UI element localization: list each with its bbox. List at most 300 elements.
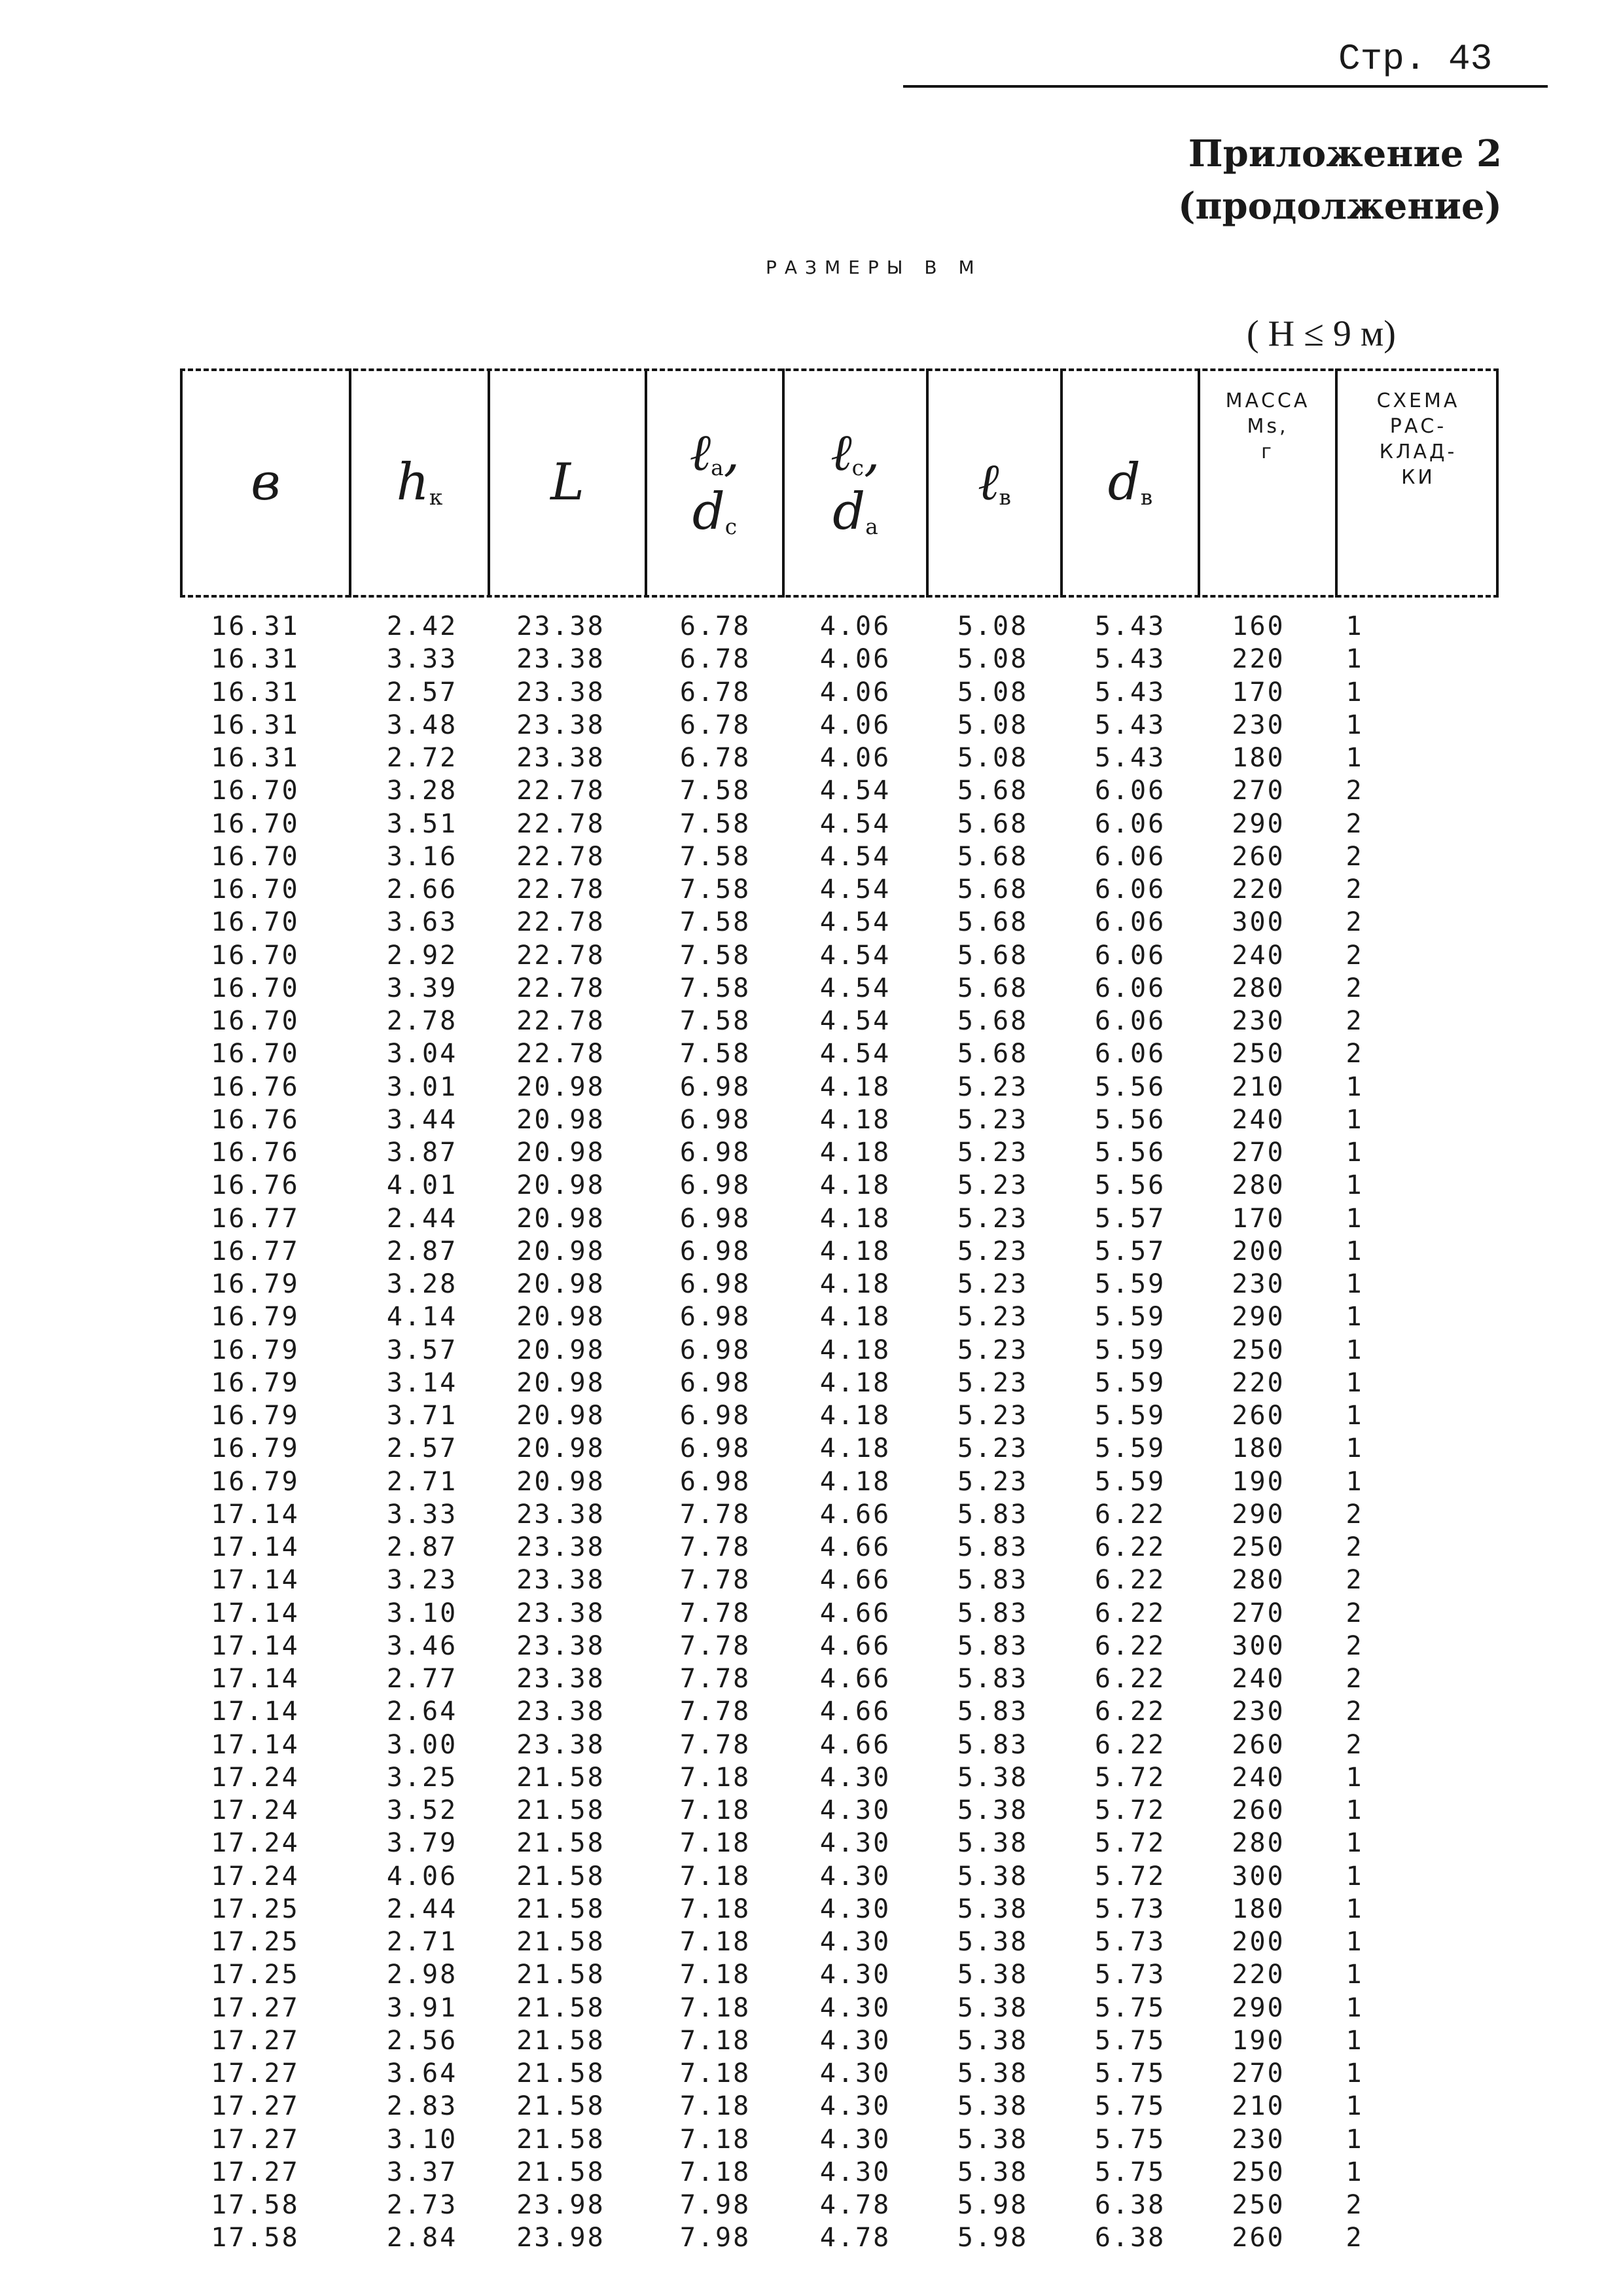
table-cell: 2.77 bbox=[386, 1664, 458, 1694]
table-cell: 1 bbox=[1346, 611, 1364, 641]
table-cell: 16.79 bbox=[211, 1401, 300, 1431]
table-cell: 4.18 bbox=[819, 1071, 891, 1102]
table-cell: 16.70 bbox=[211, 1006, 300, 1036]
table-row bbox=[180, 906, 1499, 939]
table-cell: 5.23 bbox=[957, 1466, 1029, 1497]
table-cell: 5.23 bbox=[957, 1203, 1029, 1234]
table-cell: 23.38 bbox=[516, 677, 605, 708]
table-cell: 7.78 bbox=[679, 1598, 751, 1628]
table-row bbox=[180, 676, 1499, 709]
table-row bbox=[180, 2090, 1499, 2123]
table-cell: 5.23 bbox=[957, 1269, 1029, 1299]
table-cell: 7.58 bbox=[679, 841, 751, 872]
table-cell: 23.38 bbox=[516, 1664, 605, 1694]
table-row bbox=[180, 1334, 1499, 1367]
column-header-symbol: $d_в$ bbox=[1107, 453, 1153, 512]
table-cell: 4.54 bbox=[819, 808, 891, 839]
table-cell: 2.78 bbox=[386, 1006, 458, 1036]
table-cell: 5.43 bbox=[1094, 677, 1166, 708]
table-cell: 1 bbox=[1346, 2091, 1364, 2122]
table-cell: 6.98 bbox=[679, 1302, 751, 1333]
table-cell: 5.23 bbox=[957, 1170, 1029, 1201]
table-cell: 17.27 bbox=[211, 1992, 300, 2023]
table-cell: 17.25 bbox=[211, 1960, 300, 1990]
table-cell: 7.18 bbox=[679, 1795, 751, 1825]
table-cell: 5.23 bbox=[957, 1335, 1029, 1365]
table-cell: 22.78 bbox=[516, 907, 605, 938]
table-cell: 220 bbox=[1232, 1367, 1285, 1398]
table-cell: 5.38 bbox=[957, 2091, 1029, 2122]
table-cell: 220 bbox=[1232, 1960, 1285, 1990]
table-cell: 4.18 bbox=[819, 1170, 891, 1201]
table-cell: 5.59 bbox=[1094, 1433, 1166, 1464]
column-header-text: г bbox=[1261, 440, 1274, 463]
table-cell: 7.18 bbox=[679, 1828, 751, 1859]
table-cell: 2.71 bbox=[386, 1466, 458, 1497]
table-cell: 240 bbox=[1232, 1762, 1285, 1793]
table-cell: 5.38 bbox=[957, 2025, 1029, 2056]
table-cell: 2.83 bbox=[386, 2091, 458, 2122]
table-cell: 4.66 bbox=[819, 1630, 891, 1661]
table-cell: 5.68 bbox=[957, 1006, 1029, 1036]
table-cell: 4.18 bbox=[819, 1466, 891, 1497]
table-cell: 5.43 bbox=[1094, 709, 1166, 740]
table-cell: 260 bbox=[1232, 841, 1285, 872]
table-cell: 240 bbox=[1232, 940, 1285, 971]
table-cell: 3.46 bbox=[386, 1630, 458, 1661]
table-cell: 230 bbox=[1232, 2124, 1285, 2155]
table-cell: 17.14 bbox=[211, 1499, 300, 1530]
table-cell: 4.18 bbox=[819, 1236, 891, 1266]
table-cell: 4.06 bbox=[819, 709, 891, 740]
table-cell: 6.98 bbox=[679, 1466, 751, 1497]
table-cell: 3.23 bbox=[386, 1565, 458, 1596]
table-cell: 22.78 bbox=[516, 1039, 605, 1069]
table-row bbox=[180, 2123, 1499, 2156]
table-cell: 20.98 bbox=[516, 1203, 605, 1234]
table-row bbox=[180, 1893, 1499, 1926]
table-cell: 5.23 bbox=[957, 1367, 1029, 1398]
table-cell: 5.38 bbox=[957, 1992, 1029, 2023]
table-cell: 4.06 bbox=[819, 611, 891, 641]
table-cell: 5.08 bbox=[957, 709, 1029, 740]
table-cell: 22.78 bbox=[516, 874, 605, 905]
table-cell: 3.64 bbox=[386, 2058, 458, 2089]
column-header-symbol: ℓ$_a$, bbox=[689, 423, 740, 483]
column-header-symbol: $h_к$ bbox=[396, 453, 443, 512]
table-cell: 6.06 bbox=[1094, 940, 1166, 971]
table-cell: 16.79 bbox=[211, 1433, 300, 1464]
table-cell: 1 bbox=[1346, 1401, 1364, 1431]
table-row bbox=[180, 1169, 1499, 1202]
table-cell: 7.18 bbox=[679, 2124, 751, 2155]
table-cell: 1 bbox=[1346, 1071, 1364, 1102]
table-cell: 4.66 bbox=[819, 1696, 891, 1727]
table-cell: 20.98 bbox=[516, 1466, 605, 1497]
table-cell: 3.71 bbox=[386, 1401, 458, 1431]
table-cell: 5.23 bbox=[957, 1236, 1029, 1266]
table-cell: 21.58 bbox=[516, 2058, 605, 2089]
table-cell: 5.08 bbox=[957, 743, 1029, 773]
table-cell: 4.54 bbox=[819, 973, 891, 1003]
table-cell: 1 bbox=[1346, 709, 1364, 740]
table-cell: 16.79 bbox=[211, 1335, 300, 1365]
table-row bbox=[180, 2156, 1499, 2189]
table-cell: 5.23 bbox=[957, 1138, 1029, 1168]
table-cell: 17.27 bbox=[211, 2124, 300, 2155]
table-cell: 1 bbox=[1346, 1269, 1364, 1299]
table-cell: 280 bbox=[1232, 973, 1285, 1003]
table-cell: 5.73 bbox=[1094, 1960, 1166, 1990]
table-cell: 17.25 bbox=[211, 1893, 300, 1924]
table-cell: 23.38 bbox=[516, 1729, 605, 1760]
table-cell: 1 bbox=[1346, 644, 1364, 675]
table-cell: 21.58 bbox=[516, 1960, 605, 1990]
table-cell: 250 bbox=[1232, 2157, 1285, 2187]
table-cell: 2 bbox=[1346, 1630, 1364, 1661]
table-cell: 2 bbox=[1346, 841, 1364, 872]
table-cell: 16.76 bbox=[211, 1138, 300, 1168]
table-cell: 5.75 bbox=[1094, 2058, 1166, 2089]
table-cell: 5.68 bbox=[957, 907, 1029, 938]
table-cell: 280 bbox=[1232, 1828, 1285, 1859]
table-cell: 6.06 bbox=[1094, 776, 1166, 806]
table-cell: 17.27 bbox=[211, 2025, 300, 2056]
table-cell: 180 bbox=[1232, 743, 1285, 773]
table-cell: 4.54 bbox=[819, 940, 891, 971]
table-cell: 2.44 bbox=[386, 1203, 458, 1234]
column-header-text: Мs, bbox=[1247, 415, 1289, 438]
table-cell: 7.58 bbox=[679, 973, 751, 1003]
column-header-symbol: L bbox=[550, 453, 584, 512]
table-cell: 200 bbox=[1232, 1236, 1285, 1266]
table-cell: 22.78 bbox=[516, 808, 605, 839]
table-cell: 5.75 bbox=[1094, 1992, 1166, 2023]
table-cell: 6.78 bbox=[679, 644, 751, 675]
table-cell: 16.31 bbox=[211, 611, 300, 641]
table-cell: 20.98 bbox=[516, 1138, 605, 1168]
table-cell: 220 bbox=[1232, 644, 1285, 675]
table-cell: 2.71 bbox=[386, 1927, 458, 1957]
table-cell: 3.63 bbox=[386, 907, 458, 938]
table-cell: 7.58 bbox=[679, 808, 751, 839]
table-row bbox=[180, 1958, 1499, 1991]
table-row bbox=[180, 709, 1499, 742]
table-cell: 3.33 bbox=[386, 644, 458, 675]
table-cell: 4.18 bbox=[819, 1203, 891, 1234]
table-cell: 6.22 bbox=[1094, 1532, 1166, 1562]
table-cell: 2 bbox=[1346, 973, 1364, 1003]
column-header-text: КЛАД- bbox=[1379, 440, 1457, 463]
table-cell: 7.18 bbox=[679, 2091, 751, 2122]
table-cell: 6.06 bbox=[1094, 1039, 1166, 1069]
page-number: Стр. 43 bbox=[1338, 38, 1493, 80]
table-cell: 6.22 bbox=[1094, 1598, 1166, 1628]
table-cell: 5.75 bbox=[1094, 2124, 1166, 2155]
table-cell: 2 bbox=[1346, 1729, 1364, 1760]
column-header-8 bbox=[1200, 368, 1335, 598]
table-cell: 5.83 bbox=[957, 1598, 1029, 1628]
table-cell: 5.38 bbox=[957, 2157, 1029, 2187]
table-cell: 2 bbox=[1346, 2223, 1364, 2253]
table-cell: 2.66 bbox=[386, 874, 458, 905]
table-cell: 4.18 bbox=[819, 1138, 891, 1168]
table-cell: 2.98 bbox=[386, 1960, 458, 1990]
table-cell: 2.57 bbox=[386, 1433, 458, 1464]
table-cell: 5.98 bbox=[957, 2190, 1029, 2220]
table-row bbox=[180, 1399, 1499, 1432]
table-cell: 5.38 bbox=[957, 1927, 1029, 1957]
table-cell: 230 bbox=[1232, 1006, 1285, 1036]
column-header-6 bbox=[929, 368, 1060, 598]
table-cell: 17.14 bbox=[211, 1630, 300, 1661]
table-cell: 6.98 bbox=[679, 1401, 751, 1431]
table-row bbox=[180, 972, 1499, 1005]
table-cell: 23.98 bbox=[516, 2190, 605, 2220]
table-cell: 5.83 bbox=[957, 1499, 1029, 1530]
table-cell: 3.37 bbox=[386, 2157, 458, 2187]
table-cell: 21.58 bbox=[516, 1828, 605, 1859]
table-cell: 16.76 bbox=[211, 1170, 300, 1201]
table-cell: 6.98 bbox=[679, 1138, 751, 1168]
table-cell: 3.01 bbox=[386, 1071, 458, 1102]
table-row bbox=[180, 1202, 1499, 1235]
table-cell: 250 bbox=[1232, 1335, 1285, 1365]
table-cell: 4.30 bbox=[819, 1960, 891, 1990]
table-cell: 21.58 bbox=[516, 1893, 605, 1924]
table-cell: 3.44 bbox=[386, 1104, 458, 1135]
table-cell: 4.54 bbox=[819, 874, 891, 905]
table-cell: 16.31 bbox=[211, 644, 300, 675]
table-cell: 280 bbox=[1232, 1170, 1285, 1201]
table-cell: 270 bbox=[1232, 1138, 1285, 1168]
table-cell: 21.58 bbox=[516, 2157, 605, 2187]
table-cell: 5.56 bbox=[1094, 1071, 1166, 1102]
table-row bbox=[180, 1761, 1499, 1794]
table-cell: 1 bbox=[1346, 1762, 1364, 1793]
table-cell: 2 bbox=[1346, 1598, 1364, 1628]
table-cell: 22.78 bbox=[516, 973, 605, 1003]
table-cell: 6.98 bbox=[679, 1071, 751, 1102]
table-cell: 260 bbox=[1232, 2223, 1285, 2253]
table-row bbox=[180, 1465, 1499, 1498]
table-cell: 16.79 bbox=[211, 1269, 300, 1299]
table-cell: 4.14 bbox=[386, 1302, 458, 1333]
column-header-5 bbox=[785, 368, 926, 598]
table-cell: 2 bbox=[1346, 2190, 1364, 2220]
table-cell: 22.78 bbox=[516, 776, 605, 806]
table-cell: 6.98 bbox=[679, 1104, 751, 1135]
table-cell: 1 bbox=[1346, 1138, 1364, 1168]
table-cell: 5.68 bbox=[957, 1039, 1029, 1069]
table-cell: 17.27 bbox=[211, 2058, 300, 2089]
table-row bbox=[180, 1992, 1499, 2024]
table-cell: 22.78 bbox=[516, 940, 605, 971]
table-row bbox=[180, 1662, 1499, 1695]
table-cell: 7.58 bbox=[679, 776, 751, 806]
table-cell: 21.58 bbox=[516, 1861, 605, 1892]
table-cell: 2 bbox=[1346, 874, 1364, 905]
table-cell: 20.98 bbox=[516, 1433, 605, 1464]
table-cell: 1 bbox=[1346, 2025, 1364, 2056]
table-row bbox=[180, 1926, 1499, 1958]
table-row bbox=[180, 1005, 1499, 1037]
table-cell: 20.98 bbox=[516, 1367, 605, 1398]
table-cell: 290 bbox=[1232, 1499, 1285, 1530]
table-cell: 4.54 bbox=[819, 1006, 891, 1036]
table-cell: 5.38 bbox=[957, 1762, 1029, 1793]
table-cell: 7.98 bbox=[679, 2190, 751, 2220]
table-cell: 300 bbox=[1232, 907, 1285, 938]
table-cell: 2 bbox=[1346, 907, 1364, 938]
table-cell: 3.14 bbox=[386, 1367, 458, 1398]
table-cell: 5.56 bbox=[1094, 1170, 1166, 1201]
table-cell: 3.79 bbox=[386, 1828, 458, 1859]
table-cell: 5.38 bbox=[957, 2058, 1029, 2089]
table-cell: 180 bbox=[1232, 1893, 1285, 1924]
table-cell: 20.98 bbox=[516, 1071, 605, 1102]
table-cell: 16.70 bbox=[211, 776, 300, 806]
table-cell: 1 bbox=[1346, 1335, 1364, 1365]
table-cell: 16.70 bbox=[211, 874, 300, 905]
table-cell: 300 bbox=[1232, 1630, 1285, 1661]
table-cell: 7.58 bbox=[679, 1039, 751, 1069]
table-cell: 5.56 bbox=[1094, 1104, 1166, 1135]
table-cell: 4.30 bbox=[819, 1992, 891, 2023]
table-cell: 4.30 bbox=[819, 1861, 891, 1892]
table-cell: 20.98 bbox=[516, 1170, 605, 1201]
table-cell: 21.58 bbox=[516, 2025, 605, 2056]
table-cell: 21.58 bbox=[516, 1762, 605, 1793]
table-cell: 5.23 bbox=[957, 1104, 1029, 1135]
table-cell: 4.18 bbox=[819, 1104, 891, 1135]
table-cell: 16.70 bbox=[211, 907, 300, 938]
table-cell: 4.06 bbox=[819, 677, 891, 708]
table-cell: 4.18 bbox=[819, 1433, 891, 1464]
column-header-1 bbox=[183, 368, 349, 598]
table-cell: 3.25 bbox=[386, 1762, 458, 1793]
table-cell: 1 bbox=[1346, 1466, 1364, 1497]
table-cell: 16.31 bbox=[211, 677, 300, 708]
table-cell: 2.87 bbox=[386, 1532, 458, 1562]
table-row bbox=[180, 1268, 1499, 1300]
table-cell: 1 bbox=[1346, 1927, 1364, 1957]
table-cell: 21.58 bbox=[516, 2091, 605, 2122]
table-cell: 280 bbox=[1232, 1565, 1285, 1596]
table-cell: 16.76 bbox=[211, 1071, 300, 1102]
table-cell: 7.18 bbox=[679, 1960, 751, 1990]
table-cell: 5.98 bbox=[957, 2223, 1029, 2253]
table-cell: 2 bbox=[1346, 1532, 1364, 1562]
table-cell: 190 bbox=[1232, 2025, 1285, 2056]
table-cell: 5.72 bbox=[1094, 1828, 1166, 1859]
table-row bbox=[180, 774, 1499, 807]
table-cell: 250 bbox=[1232, 1532, 1285, 1562]
column-header-text: МАССА bbox=[1225, 389, 1310, 412]
table-cell: 5.68 bbox=[957, 808, 1029, 839]
table-cell: 170 bbox=[1232, 1203, 1285, 1234]
table-cell: 5.68 bbox=[957, 776, 1029, 806]
table-cell: 4.66 bbox=[819, 1565, 891, 1596]
table-row bbox=[180, 2189, 1499, 2221]
column-header-9 bbox=[1338, 368, 1499, 598]
column-header-text: КИ bbox=[1401, 466, 1435, 489]
column-header-4 bbox=[647, 368, 782, 598]
table-cell: 190 bbox=[1232, 1466, 1285, 1497]
table-cell: 230 bbox=[1232, 709, 1285, 740]
column-header-text: РАС- bbox=[1389, 415, 1447, 438]
table-cell: 4.30 bbox=[819, 1927, 891, 1957]
table-cell: 5.59 bbox=[1094, 1269, 1166, 1299]
table-cell: 5.59 bbox=[1094, 1302, 1166, 1333]
table-cell: 4.30 bbox=[819, 2058, 891, 2089]
table-row bbox=[180, 610, 1499, 643]
table-cell: 6.98 bbox=[679, 1335, 751, 1365]
table-cell: 5.38 bbox=[957, 1828, 1029, 1859]
table-cell: 6.78 bbox=[679, 677, 751, 708]
table-cell: 7.18 bbox=[679, 2157, 751, 2187]
table-row bbox=[180, 1729, 1499, 1761]
column-header-symbol-secondary: $d_c$ bbox=[692, 482, 738, 541]
table-cell: 16.76 bbox=[211, 1104, 300, 1135]
table-cell: 17.25 bbox=[211, 1927, 300, 1957]
table-cell: 1 bbox=[1346, 1236, 1364, 1266]
table-cell: 2.57 bbox=[386, 677, 458, 708]
table-cell: 5.43 bbox=[1094, 611, 1166, 641]
table-cell: 5.68 bbox=[957, 973, 1029, 1003]
table-cell: 6.06 bbox=[1094, 808, 1166, 839]
table-cell: 4.18 bbox=[819, 1367, 891, 1398]
table-cell: 250 bbox=[1232, 2190, 1285, 2220]
table-row bbox=[180, 873, 1499, 906]
table-cell: 4.66 bbox=[819, 1532, 891, 1562]
table-row bbox=[180, 840, 1499, 873]
table-cell: 2.87 bbox=[386, 1236, 458, 1266]
table-cell: 1 bbox=[1346, 2124, 1364, 2155]
table-cell: 4.18 bbox=[819, 1335, 891, 1365]
table-cell: 4.54 bbox=[819, 1039, 891, 1069]
table-cell: 17.27 bbox=[211, 2091, 300, 2122]
table-cell: 5.08 bbox=[957, 677, 1029, 708]
table-cell: 6.98 bbox=[679, 1203, 751, 1234]
table-cell: 4.30 bbox=[819, 1828, 891, 1859]
table-cell: 4.54 bbox=[819, 841, 891, 872]
table-cell: 3.33 bbox=[386, 1499, 458, 1530]
table-cell: 4.06 bbox=[386, 1861, 458, 1892]
table-row bbox=[180, 939, 1499, 972]
table-cell: 4.18 bbox=[819, 1269, 891, 1299]
table-cell: 3.00 bbox=[386, 1729, 458, 1760]
table-cell: 1 bbox=[1346, 1104, 1364, 1135]
table-cell: 5.68 bbox=[957, 841, 1029, 872]
table-cell: 220 bbox=[1232, 874, 1285, 905]
table-cell: 2 bbox=[1346, 1664, 1364, 1694]
table-cell: 21.58 bbox=[516, 1795, 605, 1825]
table-cell: 2.42 bbox=[386, 611, 458, 641]
table-cell: 4.06 bbox=[819, 743, 891, 773]
table-cell: 3.57 bbox=[386, 1335, 458, 1365]
table-cell: 5.73 bbox=[1094, 1893, 1166, 1924]
table-cell: 7.58 bbox=[679, 874, 751, 905]
table-cell: 6.78 bbox=[679, 709, 751, 740]
table-cell: 23.38 bbox=[516, 611, 605, 641]
column-header-text: СХЕМА bbox=[1376, 389, 1460, 412]
table-cell: 6.22 bbox=[1094, 1696, 1166, 1727]
table-cell: 300 bbox=[1232, 1861, 1285, 1892]
table-cell: 17.14 bbox=[211, 1664, 300, 1694]
table-cell: 16.77 bbox=[211, 1203, 300, 1234]
table-cell: 4.66 bbox=[819, 1499, 891, 1530]
